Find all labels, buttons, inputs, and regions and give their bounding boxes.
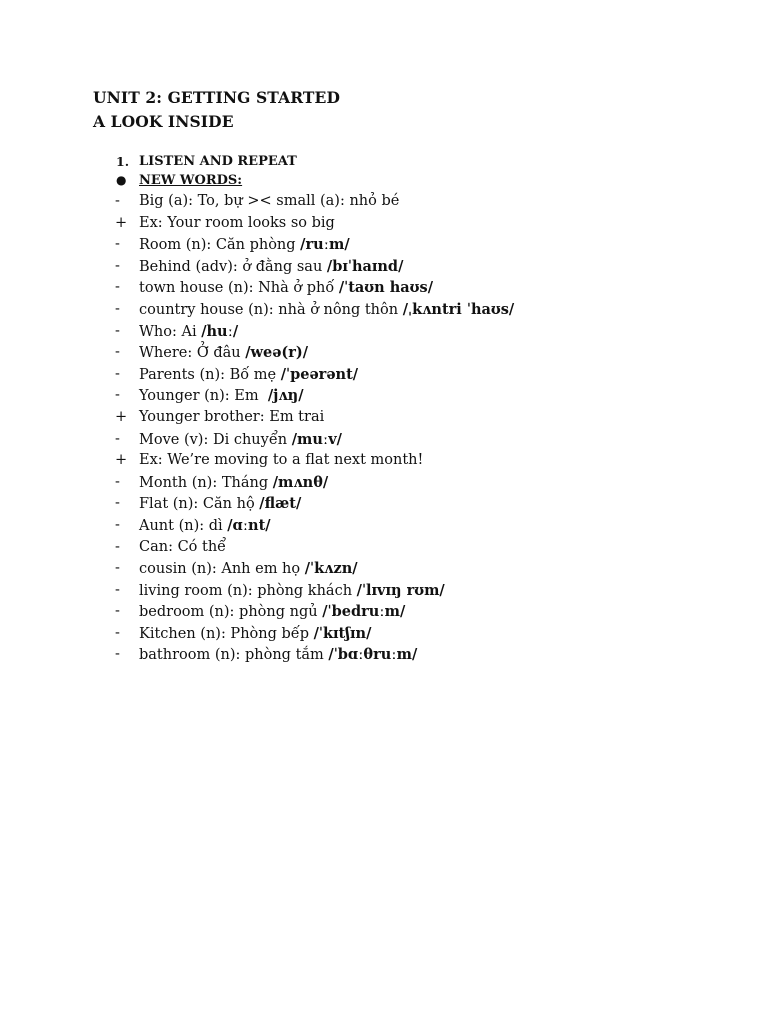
vocab-definition: Move (v): Di chuyển (139, 431, 292, 448)
vocab-pronunciation: /ˈkʌzn/ (304, 560, 358, 578)
vocab-pronunciation: /ˈbɑːθruːm/ (328, 646, 418, 664)
vocab-pronunciation: /ˈbedruːm/ (322, 603, 406, 621)
vocab-entry (139, 213, 335, 235)
list-marker: - (115, 236, 120, 253)
vocab-entry (139, 623, 371, 646)
vocab-pronunciation: /flæt/ (259, 495, 302, 513)
vocab-item (0, 429, 768, 451)
vocab-item (0, 515, 768, 537)
vocab-definition: Big (a): To, bự >< small (a): nhỏ bé (139, 193, 400, 209)
vocab-pronunciation: /ˈkɪtʃɪn/ (313, 624, 372, 642)
vocab-pronunciation: /mʌnθ/ (272, 473, 329, 491)
vocab-item (0, 644, 768, 666)
lesson-title: A LOOK INSIDE (93, 112, 234, 131)
list-marker: - (115, 581, 120, 598)
vocab-pronunciation: /ˈlɪvɪŋ rʊm/ (356, 581, 445, 599)
vocab-item (0, 256, 768, 278)
vocab-definition: Who: Ai (139, 323, 202, 340)
vocab-definition: Where: Ở đâu (139, 345, 246, 362)
vocab-item (0, 601, 768, 623)
vocab-definition: Behind (adv): ở đằng sau (139, 258, 327, 275)
vocab-pronunciation: /bɪˈhaɪnd/ (326, 257, 404, 275)
vocab-entry (139, 191, 399, 213)
vocab-pronunciation: /weə(r)/ (245, 344, 309, 362)
vocab-pronunciation: /ˈtaʊn haʊs/ (338, 279, 433, 297)
vocab-entry (139, 429, 342, 452)
list-marker: - (115, 257, 120, 274)
vocabulary-list (0, 191, 768, 666)
vocab-entry (139, 299, 514, 322)
list-marker: - (115, 365, 120, 382)
vocab-definition: bedroom (n): phòng ngủ (139, 604, 323, 621)
section-heading: LISTEN AND REPEAT (139, 154, 297, 169)
vocab-entry (139, 580, 445, 603)
list-marker: - (115, 279, 120, 296)
list-marker: + (115, 452, 128, 469)
vocab-entry (139, 385, 304, 408)
vocab-pronunciation: /ˈpeərənt/ (280, 365, 359, 383)
list-marker: - (115, 624, 120, 641)
vocab-item (0, 407, 768, 429)
vocab-definition: town house (n): Nhà ở phố (139, 280, 339, 297)
vocab-definition: Ex: Your room looks so big (139, 214, 335, 231)
vocab-item (0, 213, 768, 235)
vocab-pronunciation: /jʌŋ/ (267, 387, 304, 405)
vocab-entry (139, 256, 403, 279)
vocab-definition: Parents (n): Bố mẹ (139, 366, 281, 383)
vocab-entry (139, 537, 226, 559)
vocab-pronunciation: /ɑːnt/ (227, 516, 271, 534)
vocab-entry (139, 493, 301, 516)
vocab-definition: Room (n): Căn phòng (139, 237, 301, 254)
vocab-definition: Month (n): Tháng (139, 474, 273, 491)
vocab-entry (139, 342, 308, 365)
vocab-entry (139, 515, 271, 538)
list-marker: - (115, 387, 120, 404)
list-marker: - (115, 495, 120, 512)
vocab-entry (139, 364, 358, 387)
list-marker: + (115, 214, 128, 231)
list-marker: - (115, 538, 120, 555)
vocab-item (0, 385, 768, 407)
vocab-item (0, 493, 768, 515)
vocab-definition: country house (n): nhà ở nông thôn (139, 301, 403, 318)
vocab-pronunciation: /ˌkʌntri ˈhaʊs/ (402, 300, 515, 318)
list-marker: + (115, 408, 128, 425)
list-marker: - (115, 646, 120, 663)
vocab-entry (139, 644, 417, 667)
vocab-item (0, 299, 768, 321)
vocab-definition: bathroom (n): phòng tắm (139, 647, 329, 664)
list-marker: - (115, 300, 120, 317)
vocab-entry (139, 234, 350, 257)
vocab-entry (139, 321, 238, 344)
vocab-item (0, 623, 768, 645)
new-words-heading: NEW WORDS: (139, 173, 243, 188)
list-marker: - (115, 560, 120, 577)
vocab-definition: Kitchen (n): Phòng bếp (139, 625, 314, 642)
vocab-pronunciation: /ruːm/ (300, 236, 350, 254)
vocab-item (0, 558, 768, 580)
vocab-definition: Younger brother: Em trai (139, 408, 325, 425)
vocab-item (0, 234, 768, 256)
vocab-definition: Aunt (n): dì (139, 517, 228, 534)
vocab-pronunciation: /huː/ (201, 322, 239, 340)
vocab-item (0, 537, 768, 559)
vocab-entry (139, 407, 324, 429)
vocab-entry (139, 601, 405, 624)
vocab-entry (139, 450, 423, 472)
vocab-entry (139, 277, 433, 300)
vocab-item (0, 472, 768, 494)
vocab-item (0, 342, 768, 364)
vocab-definition: living room (n): phòng khách (139, 582, 357, 599)
list-marker: - (115, 193, 120, 209)
list-marker: - (115, 473, 120, 490)
vocab-item (0, 364, 768, 386)
bullet-icon: ● (116, 173, 127, 187)
list-marker: - (115, 430, 120, 447)
list-marker: - (115, 516, 120, 533)
list-marker: - (115, 603, 120, 620)
vocab-definition: Can: Có thể (139, 538, 227, 555)
vocab-definition: Younger (n): Em (139, 388, 268, 405)
vocab-entry (139, 472, 328, 495)
vocab-item (0, 277, 768, 299)
list-marker: - (115, 322, 120, 339)
vocab-entry (139, 558, 358, 581)
vocab-definition: Ex: We’re moving to a flat next month! (139, 452, 424, 469)
section-number: 1. (116, 154, 130, 169)
vocab-item (0, 450, 768, 472)
vocab-definition: Flat (n): Căn hộ (139, 496, 260, 513)
vocab-pronunciation: /muːv/ (291, 430, 342, 448)
vocab-item (0, 580, 768, 602)
vocab-item (0, 321, 768, 343)
unit-title: UNIT 2: GETTING STARTED (93, 88, 340, 107)
list-marker: - (115, 344, 120, 361)
vocab-definition: cousin (n): Anh em họ (139, 561, 305, 578)
vocab-item (0, 191, 768, 213)
